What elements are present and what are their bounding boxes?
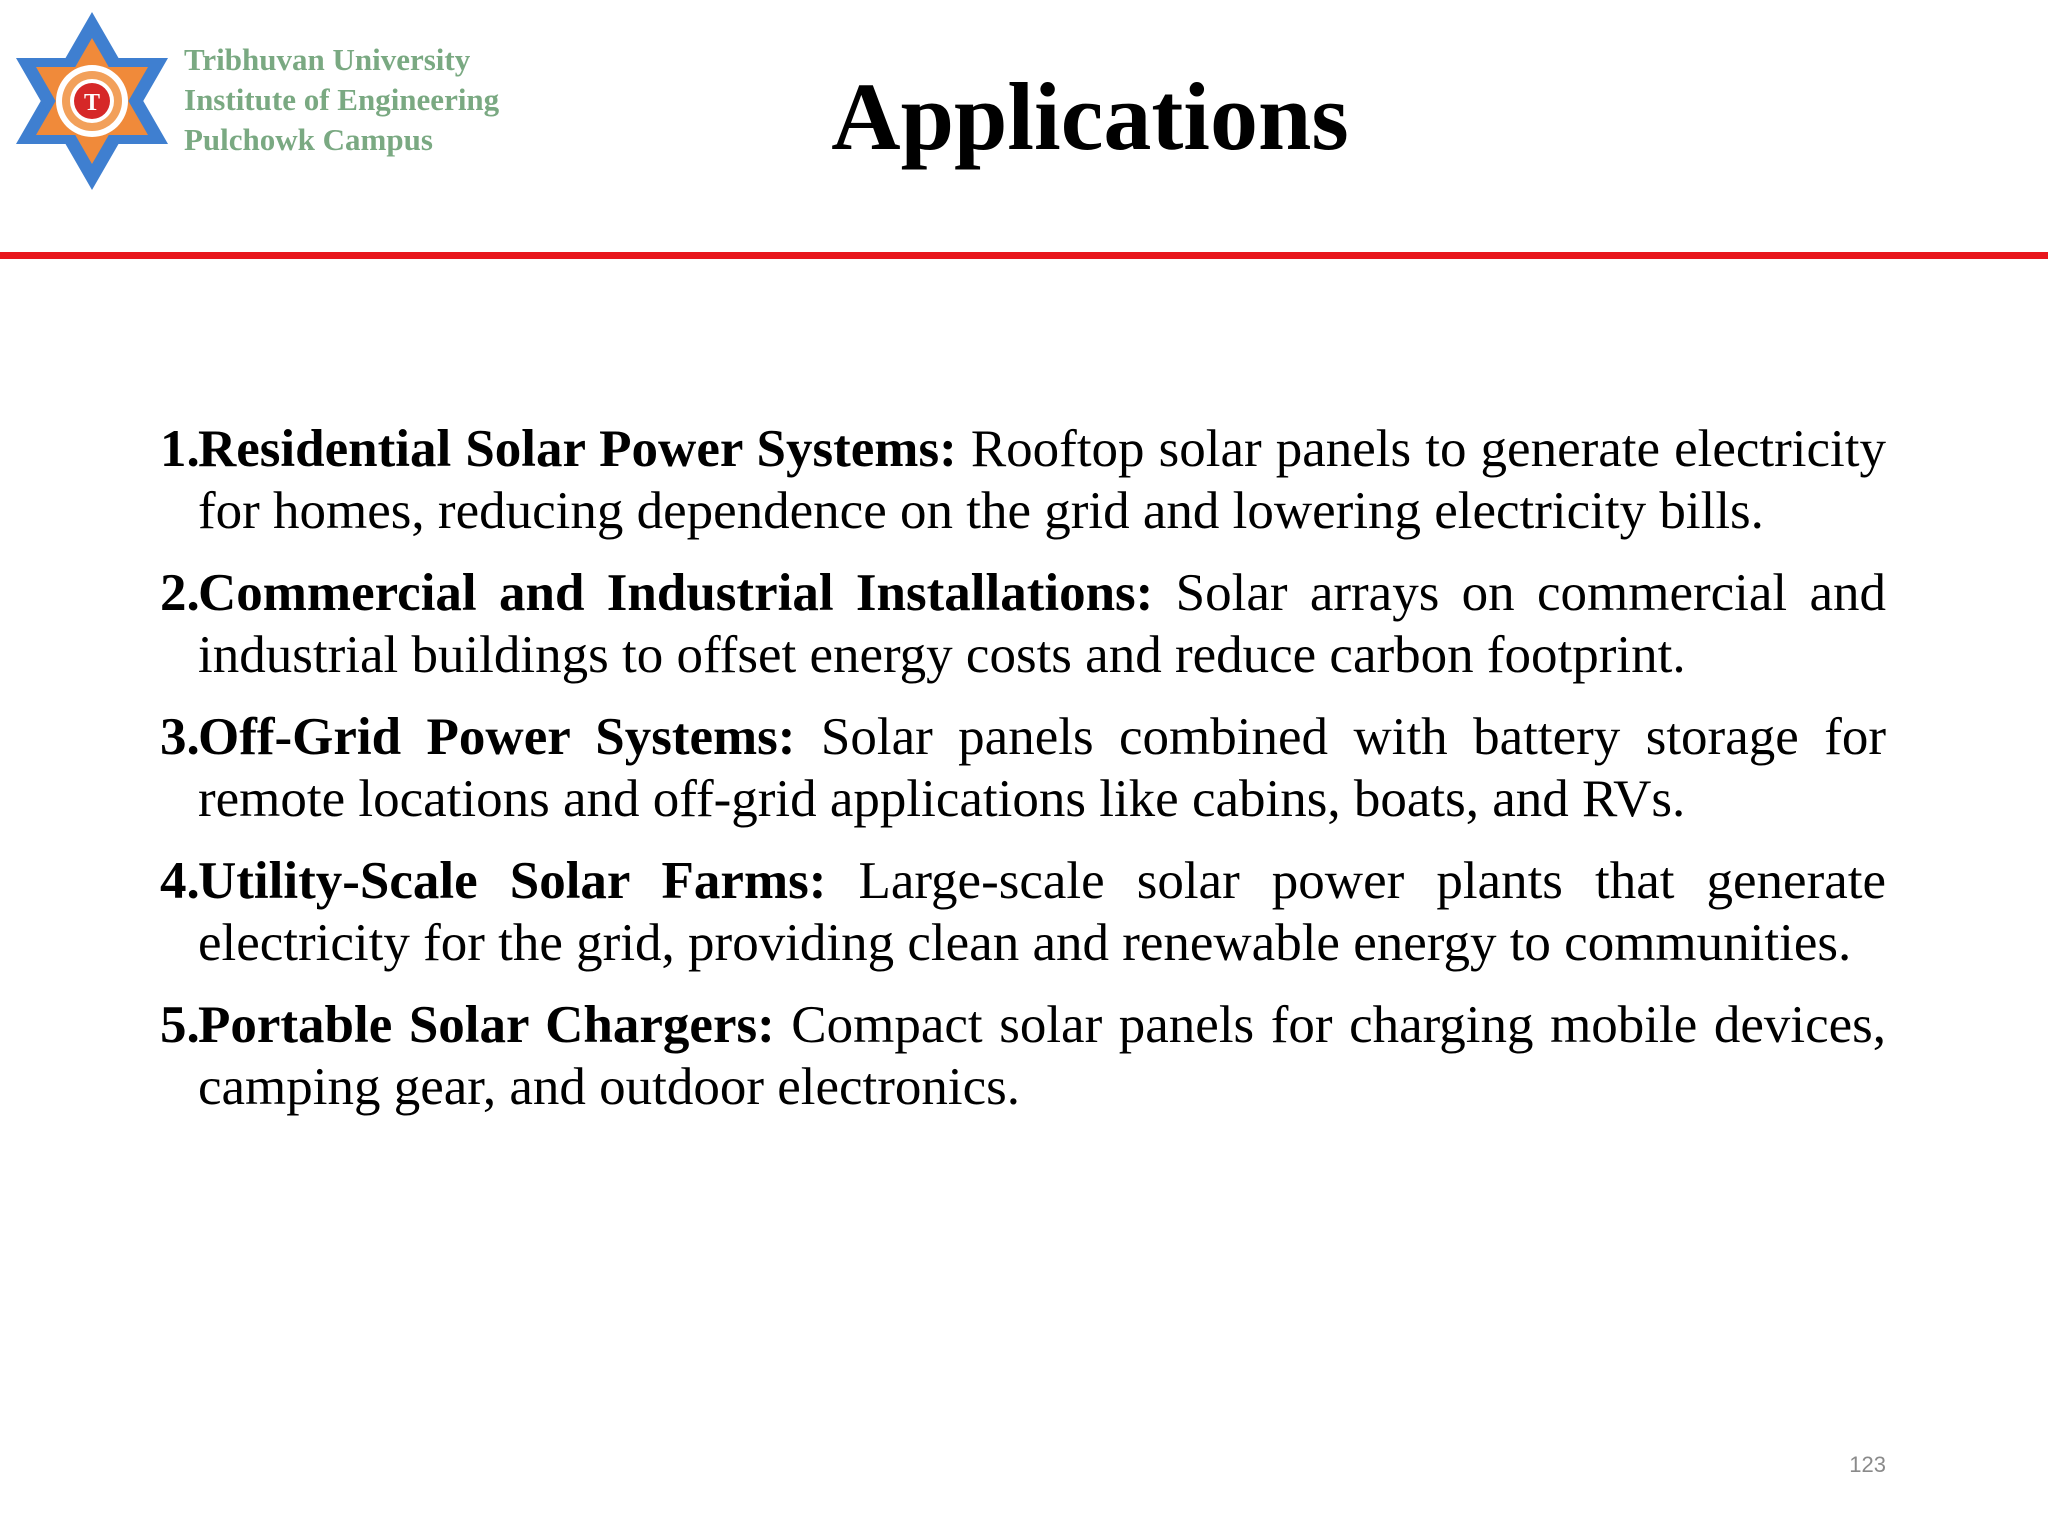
institution-line-campus: Pulchowk Campus bbox=[184, 122, 433, 157]
applications-list bbox=[160, 418, 1886, 1138]
institution-line-institute: Institute of Engineering bbox=[184, 82, 500, 117]
item-text: Compact solar panels for charging mobile devices, camping gear, and outdoor electronics. bbox=[198, 996, 1887, 1116]
list-item bbox=[160, 418, 1886, 542]
institution-line-university: Tribhuvan University bbox=[184, 42, 471, 77]
item-number: 5. bbox=[160, 996, 200, 1054]
list-item bbox=[160, 994, 1886, 1118]
item-number: 4. bbox=[160, 852, 200, 910]
item-heading: Portable Solar Chargers: bbox=[198, 996, 792, 1054]
university-emblem-icon bbox=[10, 8, 174, 194]
item-number: 2. bbox=[160, 564, 200, 622]
item-heading: Off-Grid Power Systems: bbox=[198, 708, 821, 766]
item-heading: Residential Solar Power Systems: bbox=[198, 420, 971, 478]
list-item bbox=[160, 706, 1886, 830]
page-number: 123 bbox=[1849, 1452, 1886, 1477]
list-item bbox=[160, 850, 1886, 974]
slide-title: Applications bbox=[831, 63, 1349, 170]
svg-text:T: T bbox=[83, 90, 101, 116]
item-text: Solar arrays on commercial and industrial buildings to offset energy costs and reduce carbon footprint. bbox=[198, 564, 1886, 684]
item-text: Solar panels combined with battery storage for remote locations and off-grid applications like cabins, boats, and RVs. bbox=[198, 708, 1886, 828]
item-text: Rooftop solar panels to generate electricity for homes, reducing dependence on the grid and lowering electricity bills. bbox=[198, 420, 1886, 540]
title-divider bbox=[0, 252, 2048, 259]
item-number: 3. bbox=[160, 708, 200, 766]
item-text: Large-scale solar power plants that generate electricity for the grid, providing clean and renewable energy to communities. bbox=[198, 852, 1886, 972]
item-heading: Utility-Scale Solar Farms: bbox=[198, 852, 859, 910]
slide-header bbox=[0, 0, 2048, 252]
item-number: 1. bbox=[160, 420, 200, 478]
list-item bbox=[160, 562, 1886, 686]
institution-name bbox=[184, 40, 604, 160]
item-heading: Commercial and Industrial Installations: bbox=[198, 564, 1176, 622]
